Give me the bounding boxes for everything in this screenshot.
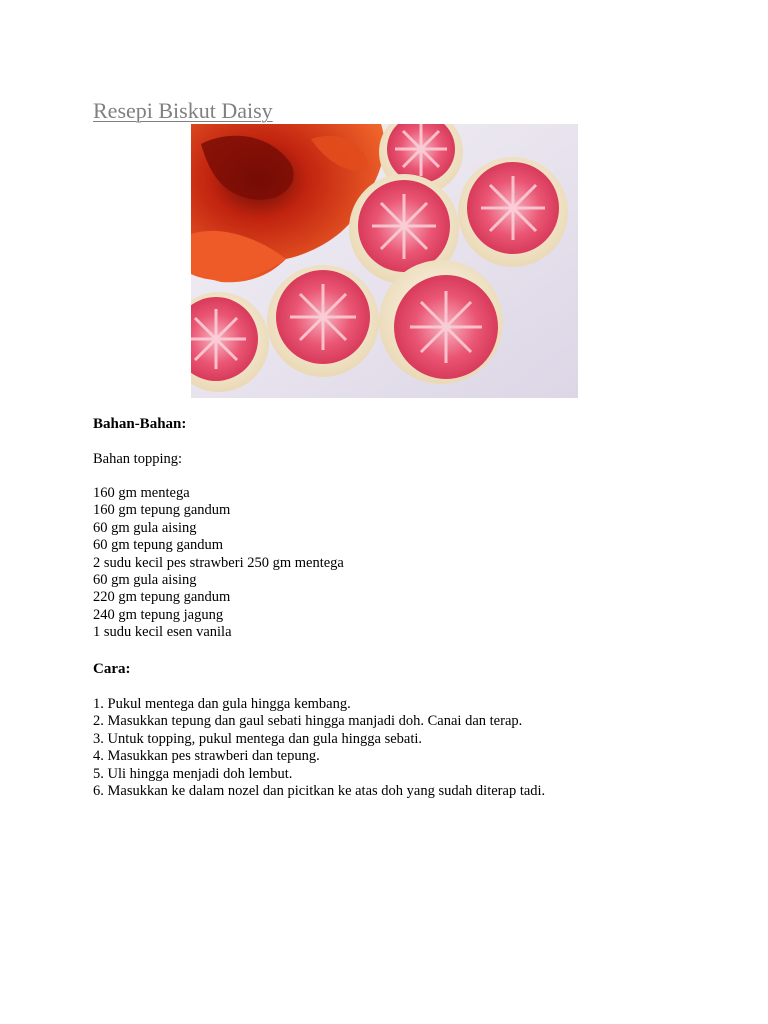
list-item: 2 sudu kecil pes strawberi 250 gm mentega	[93, 554, 344, 571]
method-step: 4. Masukkan pes strawberi dan tepung.	[93, 748, 320, 765]
method-step: 6. Masukkan ke dalam nozel dan picitkan ke atas doh yang sudah diterap tadi.	[93, 783, 546, 800]
method-step: 3. Untuk topping, pukul mentega dan gula hingga sebati.	[93, 730, 423, 747]
ingredients-heading: Bahan-Bahan:	[93, 416, 187, 432]
list-item: 160 gm tepung gandum	[93, 502, 231, 519]
list-item: 60 gm gula aising	[93, 519, 197, 536]
list-item: 220 gm tepung gandum	[93, 589, 231, 606]
daisy-biscuits-photo	[191, 124, 578, 398]
method-step: 1. Pukul mentega dan gula hingga kembang.	[93, 696, 351, 712]
method-steps	[93, 696, 545, 800]
method-step: 5. Uli hingga menjadi doh lembut.	[93, 765, 293, 782]
list-item: 60 gm gula aising	[93, 572, 197, 589]
list-item: 60 gm tepung gandum	[93, 537, 224, 554]
list-item: 1 sudu kecil esen vanila	[93, 624, 232, 641]
method-heading: Cara:	[93, 661, 131, 677]
document-title[interactable]: Resepi Biskut Daisy	[93, 98, 273, 123]
ingredients-list	[93, 485, 344, 642]
method-step: 2. Masukkan tepung dan gaul sebati hingga manjadi doh. Canai dan terap.	[93, 713, 523, 730]
topping-subheading: Bahan topping:	[93, 451, 183, 467]
list-item: 240 gm tepung jagung	[93, 606, 224, 623]
list-item: 160 gm mentega	[93, 485, 190, 501]
